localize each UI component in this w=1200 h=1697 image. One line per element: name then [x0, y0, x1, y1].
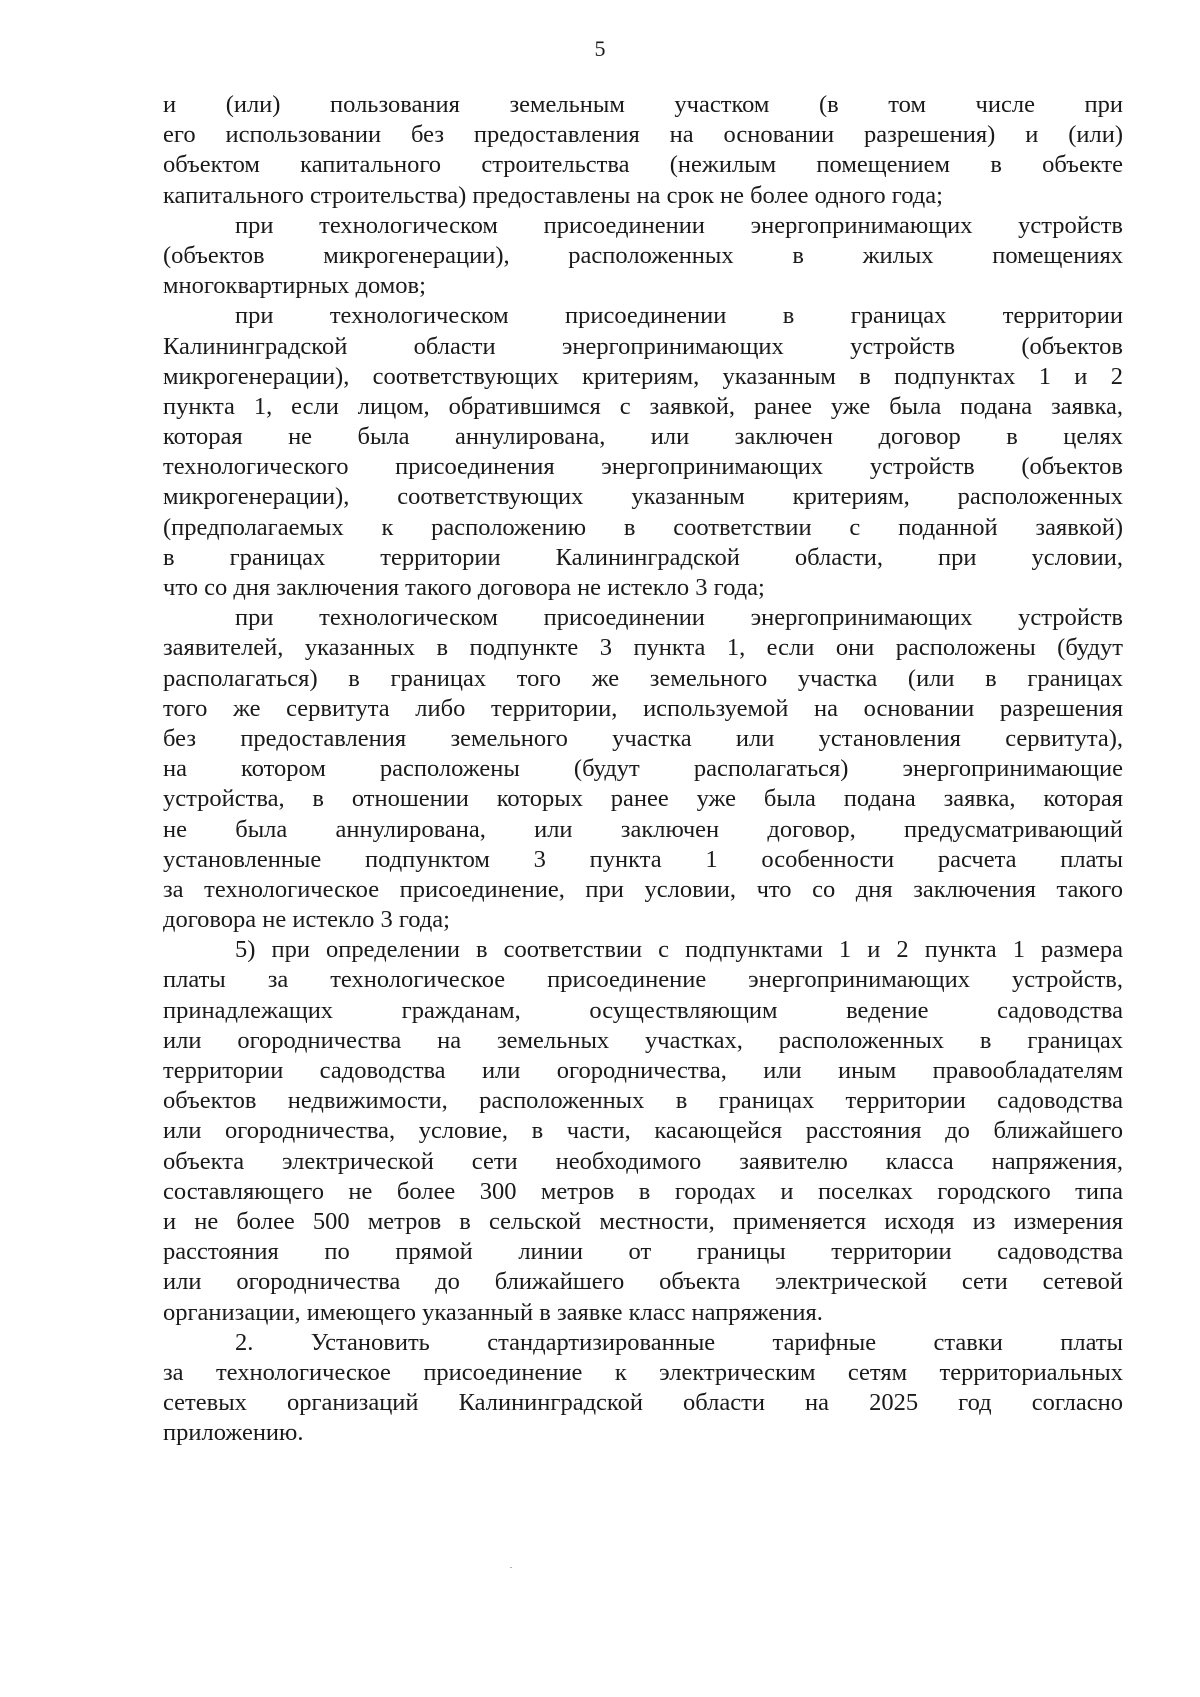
text-line: и (или) пользования земельным участком (в том числе при	[163, 91, 1123, 118]
text-line: объектов недвижимости, расположенных в границах территории садоводства	[163, 1087, 1123, 1115]
text-line: его использовании без предоставления на основании разрешения) и (или)	[163, 121, 1123, 149]
text-line: без предоставления земельного участка или установления сервитута),	[163, 724, 1123, 752]
text-line: территории садоводства или огородничества, или иным правообладателям	[163, 1057, 1123, 1084]
text-line: приложению.	[163, 1419, 304, 1447]
text-line: за технологическое присоединение к электрическим сетям территориальных	[163, 1358, 1123, 1386]
document-body	[163, 90, 1123, 1448]
text-line: пункта 1, если лицом, обратившимся с заявкой, ранее уже была подана заявка,	[163, 392, 1123, 420]
text-line: не была аннулирована, или заключен договор, предусматривающий	[163, 815, 1123, 843]
text-line: которая не была аннулирована, или заключен договор в целях	[163, 423, 1123, 451]
text-line: составляющего не более 300 метров в городах и поселках городского типа	[163, 1177, 1123, 1205]
text-line: или огородничества на земельных участках, расположенных в границах	[163, 1026, 1123, 1054]
text-line: технологического присоединения энергопринимающих устройств (объектов	[163, 453, 1123, 481]
text-line: установленные подпунктом 3 пункта 1 особенности расчета платы	[163, 845, 1123, 873]
text-line: капитального строительства) предоставлены на срок не более одного года;	[163, 181, 943, 209]
scan-speck	[510, 1567, 512, 1568]
text-line: за технологическое присоединение, при условии, что со дня заключения такого	[163, 875, 1123, 903]
text-line: принадлежащих гражданам, осуществляющим ведение садоводства	[163, 996, 1123, 1024]
text-line: микрогенерации), соответствующих критериям, указанным в подпунктах 1 и 2	[163, 362, 1123, 390]
text-line: 5) при определении в соответствии с подпунктами 1 и 2 пункта 1 размера	[235, 936, 1123, 964]
text-line: устройства, в отношении которых ранее уже была подана заявка, которая	[163, 785, 1123, 813]
text-line: при технологическом присоединении энергопринимающих устройств	[235, 211, 1123, 239]
text-line: (объектов микрогенерации), расположенных в жилых помещениях	[163, 241, 1123, 269]
text-line: или огородничества, условие, в части, касающейся расстояния до ближайшего	[163, 1117, 1123, 1145]
text-line: в границах территории Калининградской области, при условии,	[163, 543, 1123, 571]
text-line: многоквартирных домов;	[163, 272, 426, 300]
text-line: объектом капитального строительства (нежилым помещением в объекте	[163, 151, 1123, 179]
text-line: на котором расположены (будут располагаться) энергопринимающие	[163, 755, 1123, 783]
text-line: что со дня заключения такого договора не истекло 3 года;	[163, 574, 765, 601]
text-line: расстояния по прямой линии от границы территории садоводства	[163, 1238, 1123, 1266]
text-line: договора не истекло 3 года;	[163, 906, 450, 934]
text-line: 2. Установить стандартизированные тарифные ставки платы	[235, 1328, 1123, 1356]
text-line: и не более 500 метров в сельской местности, применяется исходя из измерения	[163, 1207, 1123, 1235]
text-line: сетевых организаций Калининградской области на 2025 год согласно	[163, 1389, 1123, 1417]
text-line: Калининградской области энергопринимающих устройств (объектов	[163, 332, 1123, 360]
text-line: того же сервитута либо территории, используемой на основании разрешения	[163, 694, 1123, 722]
text-line: заявителей, указанных в подпункте 3 пункта 1, если они расположены (будут	[163, 634, 1123, 662]
text-line: при технологическом присоединении энергопринимающих устройств	[235, 604, 1123, 632]
text-line: при технологическом присоединении в границах территории	[235, 302, 1123, 330]
text-line: объекта электрической сети необходимого заявителю класса напряжения,	[163, 1147, 1123, 1175]
text-line: или огородничества до ближайшего объекта электрической сети сетевой	[163, 1268, 1123, 1296]
text-line: микрогенерации), соответствующих указанным критериям, расположенных	[163, 483, 1123, 511]
text-line: (предполагаемых к расположению в соответствии с поданной заявкой)	[163, 513, 1123, 541]
text-line: располагаться) в границах того же земельного участка (или в границах	[163, 664, 1123, 692]
text-line: платы за технологическое присоединение энергопринимающих устройств,	[163, 966, 1123, 994]
text-line: организации, имеющего указанный в заявке класс напряжения.	[163, 1298, 823, 1326]
page-number: 5	[594, 36, 606, 61]
